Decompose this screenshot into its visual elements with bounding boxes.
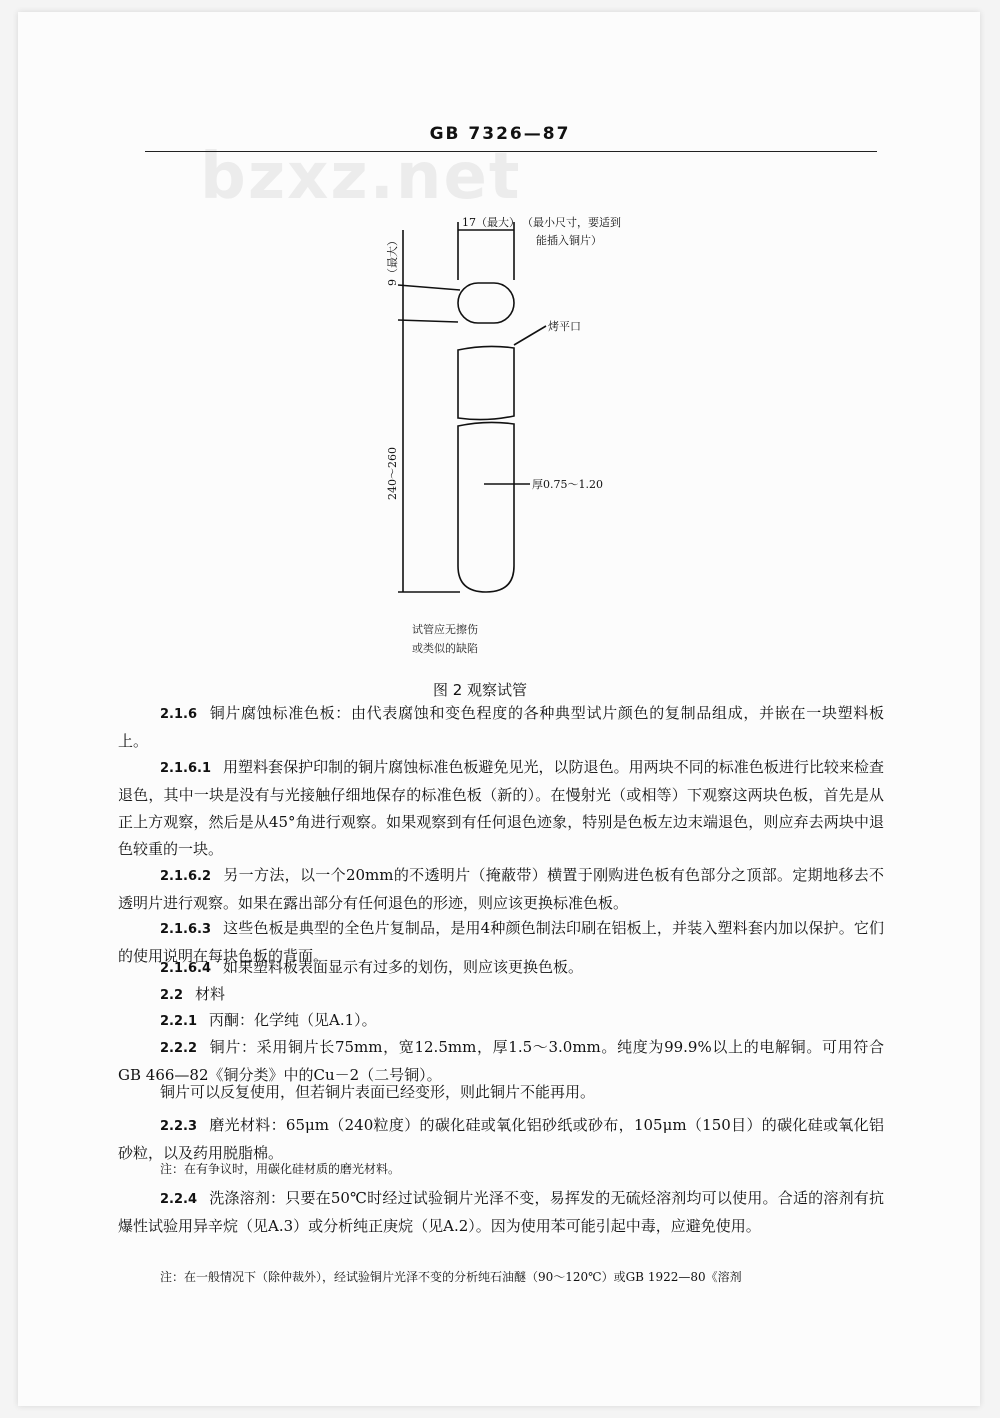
section-2-1-6-1: 2.1.6.1 用塑料套保护印制的铜片腐蚀标准色板避免见光，以防退色。用两块不同的标准色板进行比较来检查退色，其中一块是没有与光接触仔细地保存的标准色板（新的）。在慢射光（或相等）下观察这两块色板，首先是从正上方观察，然后是从45°角进行观察。如果观察到有任何退色迹象，特别是色板左边末端退色，则应弃去两块中退色较重的一块。 [118, 758, 884, 858]
section-2-2: 2.2 材料 [160, 985, 226, 1003]
label-thickness: 厚0.75～1.20 [532, 478, 603, 491]
tube-upper-section [458, 346, 514, 419]
label-flange: 烤平口 [548, 320, 581, 333]
section-2-1-6-4: 2.1.6.4 如果塑料板表面显示有过多的划伤，则应该更换色板。 [160, 958, 584, 976]
watermark: bzxz.net [200, 140, 522, 214]
figure-note-line2: 或类似的缺陷 [412, 642, 478, 655]
dim-left-top: 9（最大） [386, 235, 399, 286]
figure-caption: 图 2 观察试管 [432, 681, 528, 699]
section-2-1-6-2: 2.1.6.2 另一方法，以一个20mm的不透明片（掩蔽带）横置于刚购进色板有色部分之顶部。定期地移去不透明片进行观察。如果在露出部分有任何退色的形迹，则应该更换标准色板。 [118, 866, 884, 912]
dim-top-width: 17（最大） [462, 216, 520, 229]
figure-note-line1: 试管应无擦伤 [412, 623, 478, 636]
section-2-2-3: 2.2.3 磨光材料：65μm（240粒度）的碳化硅或氧化铝砂纸或砂布，105μm（150目）的碳化硅或氧化铝砂粒，以及药用脱脂棉。 [118, 1116, 884, 1162]
tube-lower-section [458, 422, 514, 592]
paragraph-copper-reuse: 铜片可以反复使用，但若铜片表面已经变形，则此铜片不能再用。 [160, 1083, 596, 1101]
tube-flange [458, 283, 514, 323]
dim-top-note-1: （最小尺寸，要适到 [522, 216, 621, 229]
note-solvent: 注：在一般情况下（除仲裁外），经试验铜片光泽不变的分析纯石油醚（90～120℃）或GB 1922—80《溶剂 [160, 1270, 742, 1284]
dim-top-note-2: 能插入铜片） [536, 234, 602, 247]
dim-tick-mid [398, 320, 458, 322]
observation-tube-figure [0, 0, 1000, 680]
section-2-2-1: 2.2.1 丙酮：化学纯（见A.1）。 [160, 1011, 377, 1029]
dim-tick-top [398, 285, 460, 290]
section-2-2-4: 2.2.4 洗涤溶剂：只要在50℃时经过试验铜片光泽不变，易挥发的无硫烃溶剂均可以使用。合适的溶剂有抗爆性试验用异辛烷（见A.3）或分析纯正庚烷（见A.2）。因为使用苯可能引起中毒，应避免使用。 [118, 1189, 884, 1235]
note-polishing: 注：在有争议时，用碳化硅材质的磨光材料。 [160, 1162, 401, 1176]
leader-flange [514, 326, 546, 345]
section-2-2-2: 2.2.2 铜片：采用铜片长75mm，宽12.5mm，厚1.5～3.0mm。纯度为99.9%以上的电解铜。可用符合GB 466—82《铜分类》中的Cu－2（二号铜）。 [118, 1038, 884, 1084]
dim-left-main: 240～260 [386, 447, 399, 500]
standard-code-header: GB 7326—87 [429, 124, 571, 144]
section-2-1-6-3: 2.1.6.3 这些色板是典型的全色片复制品，是用4种颜色制法印刷在铝板上，并装入塑料套内加以保护。它们的使用说明在每块色板的背面。 [118, 919, 884, 965]
section-2-1-6: 2.1.6 铜片腐蚀标准色板：由代表腐蚀和变色程度的各种典型试片颜色的复制品组成，并嵌在一块塑料板上。 [118, 704, 884, 750]
